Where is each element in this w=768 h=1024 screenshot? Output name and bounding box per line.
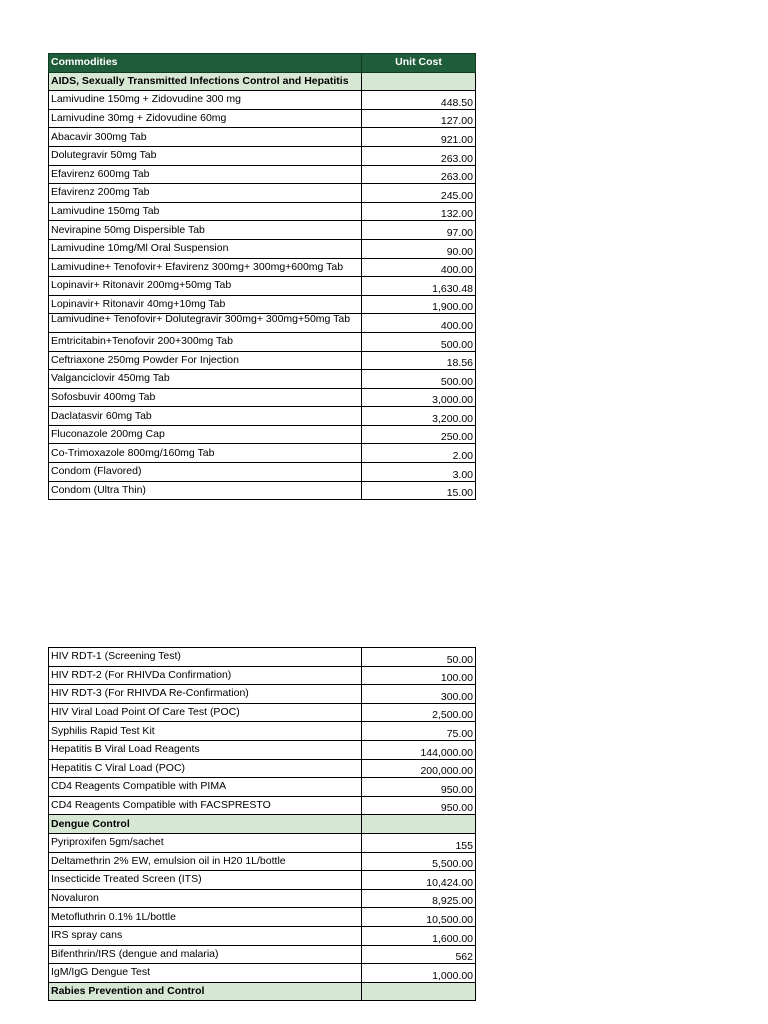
unit-cost: 100.00 bbox=[362, 666, 476, 685]
commodity-name: Lamivudine 150mg Tab bbox=[49, 202, 362, 221]
header-commodities: Commodities bbox=[49, 54, 362, 73]
unit-cost: 300.00 bbox=[362, 685, 476, 704]
table-row bbox=[49, 370, 476, 389]
unit-cost: 155 bbox=[362, 833, 476, 852]
table-row bbox=[49, 964, 476, 983]
unit-cost: 10,500.00 bbox=[362, 908, 476, 927]
commodity-name: IRS spray cans bbox=[49, 926, 362, 945]
table-row bbox=[49, 221, 476, 240]
commodity-name: CD4 Reagents Compatible with FACSPRESTO bbox=[49, 796, 362, 815]
table-row bbox=[49, 889, 476, 908]
unit-cost: 1,900.00 bbox=[362, 295, 476, 314]
unit-cost: 5,500.00 bbox=[362, 852, 476, 871]
commodity-name: Ceftriaxone 250mg Powder For Injection bbox=[49, 351, 362, 370]
table-row bbox=[49, 351, 476, 370]
table-row bbox=[49, 722, 476, 741]
section-title: AIDS, Sexually Transmitted Infections Control and Hepatitis bbox=[49, 72, 362, 91]
commodities-table-2 bbox=[48, 647, 476, 1001]
table-row bbox=[49, 295, 476, 314]
unit-cost: 1,600.00 bbox=[362, 926, 476, 945]
table-row bbox=[49, 407, 476, 426]
unit-cost: 400.00 bbox=[362, 258, 476, 277]
commodity-name: Novaluron bbox=[49, 889, 362, 908]
unit-cost: 50.00 bbox=[362, 648, 476, 667]
table-row bbox=[49, 740, 476, 759]
table-row bbox=[49, 648, 476, 667]
commodity-name: Insecticide Treated Screen (ITS) bbox=[49, 871, 362, 890]
commodity-name: Lamivudine 30mg + Zidovudine 60mg bbox=[49, 109, 362, 128]
unit-cost: 97.00 bbox=[362, 221, 476, 240]
table-row bbox=[49, 128, 476, 147]
header-unit-cost: Unit Cost bbox=[362, 54, 476, 73]
commodity-name: IgM/IgG Dengue Test bbox=[49, 964, 362, 983]
table-row bbox=[49, 481, 476, 500]
commodity-name: Lamivudine+ Tenofovir+ Dolutegravir 300mg+ 300mg+50mg Tab bbox=[49, 314, 362, 333]
table-row bbox=[49, 871, 476, 890]
unit-cost: 245.00 bbox=[362, 184, 476, 203]
unit-cost: 562 bbox=[362, 945, 476, 964]
table-row bbox=[49, 666, 476, 685]
section-title: Dengue Control bbox=[49, 815, 362, 834]
commodity-name: Bifenthrin/IRS (dengue and malaria) bbox=[49, 945, 362, 964]
unit-cost: 263.00 bbox=[362, 165, 476, 184]
unit-cost bbox=[362, 72, 476, 91]
commodity-name: Metofluthrin 0.1% 1L/bottle bbox=[49, 908, 362, 927]
header-row bbox=[49, 54, 476, 73]
table-row bbox=[49, 796, 476, 815]
unit-cost bbox=[362, 982, 476, 1001]
table-body-1 bbox=[49, 72, 476, 500]
table-row bbox=[49, 388, 476, 407]
unit-cost: 1,000.00 bbox=[362, 964, 476, 983]
commodity-name: Emtricitabin+Tenofovir 200+300mg Tab bbox=[49, 332, 362, 351]
table-row bbox=[49, 109, 476, 128]
table-row bbox=[49, 778, 476, 797]
commodity-name: Dolutegravir 50mg Tab bbox=[49, 146, 362, 165]
commodity-name: Abacavir 300mg Tab bbox=[49, 128, 362, 147]
unit-cost: 921.00 bbox=[362, 128, 476, 147]
commodity-name: Lamivudine 150mg + Zidovudine 300 mg bbox=[49, 91, 362, 110]
commodity-name: Syphilis Rapid Test Kit bbox=[49, 722, 362, 741]
commodity-name: Sofosbuvir 400mg Tab bbox=[49, 388, 362, 407]
table-row bbox=[49, 463, 476, 482]
unit-cost: 1,630.48 bbox=[362, 277, 476, 296]
table-row bbox=[49, 425, 476, 444]
commodity-name: Lamivudine 10mg/Ml Oral Suspension bbox=[49, 239, 362, 258]
commodity-name: Efavirenz 200mg Tab bbox=[49, 184, 362, 203]
unit-cost: 3,000.00 bbox=[362, 388, 476, 407]
section-row bbox=[49, 72, 476, 91]
commodity-name: Deltamethrin 2% EW, emulsion oil in H20 1L/bottle bbox=[49, 852, 362, 871]
table-row bbox=[49, 202, 476, 221]
commodity-name: Lopinavir+ Ritonavir 40mg+10mg Tab bbox=[49, 295, 362, 314]
table-row bbox=[49, 239, 476, 258]
commodity-name: Lamivudine+ Tenofovir+ Efavirenz 300mg+ 300mg+600mg Tab bbox=[49, 258, 362, 277]
commodity-name: Condom (Flavored) bbox=[49, 463, 362, 482]
unit-cost: 15.00 bbox=[362, 481, 476, 500]
table-row bbox=[49, 852, 476, 871]
table-row bbox=[49, 91, 476, 110]
unit-cost: 3.00 bbox=[362, 463, 476, 482]
section-row bbox=[49, 982, 476, 1001]
section-title: Rabies Prevention and Control bbox=[49, 982, 362, 1001]
table-row bbox=[49, 165, 476, 184]
table-row bbox=[49, 926, 476, 945]
table-row bbox=[49, 258, 476, 277]
commodity-name: Co-Trimoxazole 800mg/160mg Tab bbox=[49, 444, 362, 463]
commodity-name: Fluconazole 200mg Cap bbox=[49, 425, 362, 444]
unit-cost: 500.00 bbox=[362, 332, 476, 351]
table-row bbox=[49, 332, 476, 351]
table-row bbox=[49, 184, 476, 203]
unit-cost: 132.00 bbox=[362, 202, 476, 221]
unit-cost: 500.00 bbox=[362, 370, 476, 389]
commodity-name: Daclatasvir 60mg Tab bbox=[49, 407, 362, 426]
commodities-table-1 bbox=[48, 53, 476, 500]
commodity-name: HIV RDT-1 (Screening Test) bbox=[49, 648, 362, 667]
unit-cost: 448.50 bbox=[362, 91, 476, 110]
table-row bbox=[49, 277, 476, 296]
commodity-name: HIV RDT-2 (For RHIVDa Confirmation) bbox=[49, 666, 362, 685]
unit-cost: 400.00 bbox=[362, 314, 476, 333]
unit-cost: 950.00 bbox=[362, 796, 476, 815]
unit-cost: 250.00 bbox=[362, 425, 476, 444]
commodity-name: Hepatitis B Viral Load Reagents bbox=[49, 740, 362, 759]
commodity-name: HIV RDT-3 (For RHIVDA Re-Confirmation) bbox=[49, 685, 362, 704]
unit-cost: 2.00 bbox=[362, 444, 476, 463]
table-row bbox=[49, 945, 476, 964]
unit-cost: 18.56 bbox=[362, 351, 476, 370]
table-row bbox=[49, 444, 476, 463]
commodity-name: HIV Viral Load Point Of Care Test (POC) bbox=[49, 703, 362, 722]
unit-cost: 127.00 bbox=[362, 109, 476, 128]
table-row bbox=[49, 833, 476, 852]
unit-cost: 8,925.00 bbox=[362, 889, 476, 908]
table-row bbox=[49, 908, 476, 927]
section-row bbox=[49, 815, 476, 834]
table-body-2 bbox=[49, 648, 476, 1001]
unit-cost: 2,500.00 bbox=[362, 703, 476, 722]
commodity-name: CD4 Reagents Compatible with PIMA bbox=[49, 778, 362, 797]
table-row bbox=[49, 314, 476, 333]
unit-cost: 3,200.00 bbox=[362, 407, 476, 426]
commodity-name: Condom (Ultra Thin) bbox=[49, 481, 362, 500]
unit-cost bbox=[362, 815, 476, 834]
commodity-name: Valganciclovir 450mg Tab bbox=[49, 370, 362, 389]
commodity-name: Efavirenz 600mg Tab bbox=[49, 165, 362, 184]
table-row bbox=[49, 146, 476, 165]
unit-cost: 144,000.00 bbox=[362, 740, 476, 759]
commodity-name: Pyriproxifen 5gm/sachet bbox=[49, 833, 362, 852]
commodity-name: Hepatitis C Viral Load (POC) bbox=[49, 759, 362, 778]
table-row bbox=[49, 703, 476, 722]
unit-cost: 950.00 bbox=[362, 778, 476, 797]
unit-cost: 10,424.00 bbox=[362, 871, 476, 890]
table-row bbox=[49, 759, 476, 778]
unit-cost: 75.00 bbox=[362, 722, 476, 741]
table-row bbox=[49, 685, 476, 704]
unit-cost: 200,000.00 bbox=[362, 759, 476, 778]
unit-cost: 90.00 bbox=[362, 239, 476, 258]
commodity-name: Nevirapine 50mg Dispersible Tab bbox=[49, 221, 362, 240]
commodity-name: Lopinavir+ Ritonavir 200mg+50mg Tab bbox=[49, 277, 362, 296]
unit-cost: 263.00 bbox=[362, 146, 476, 165]
